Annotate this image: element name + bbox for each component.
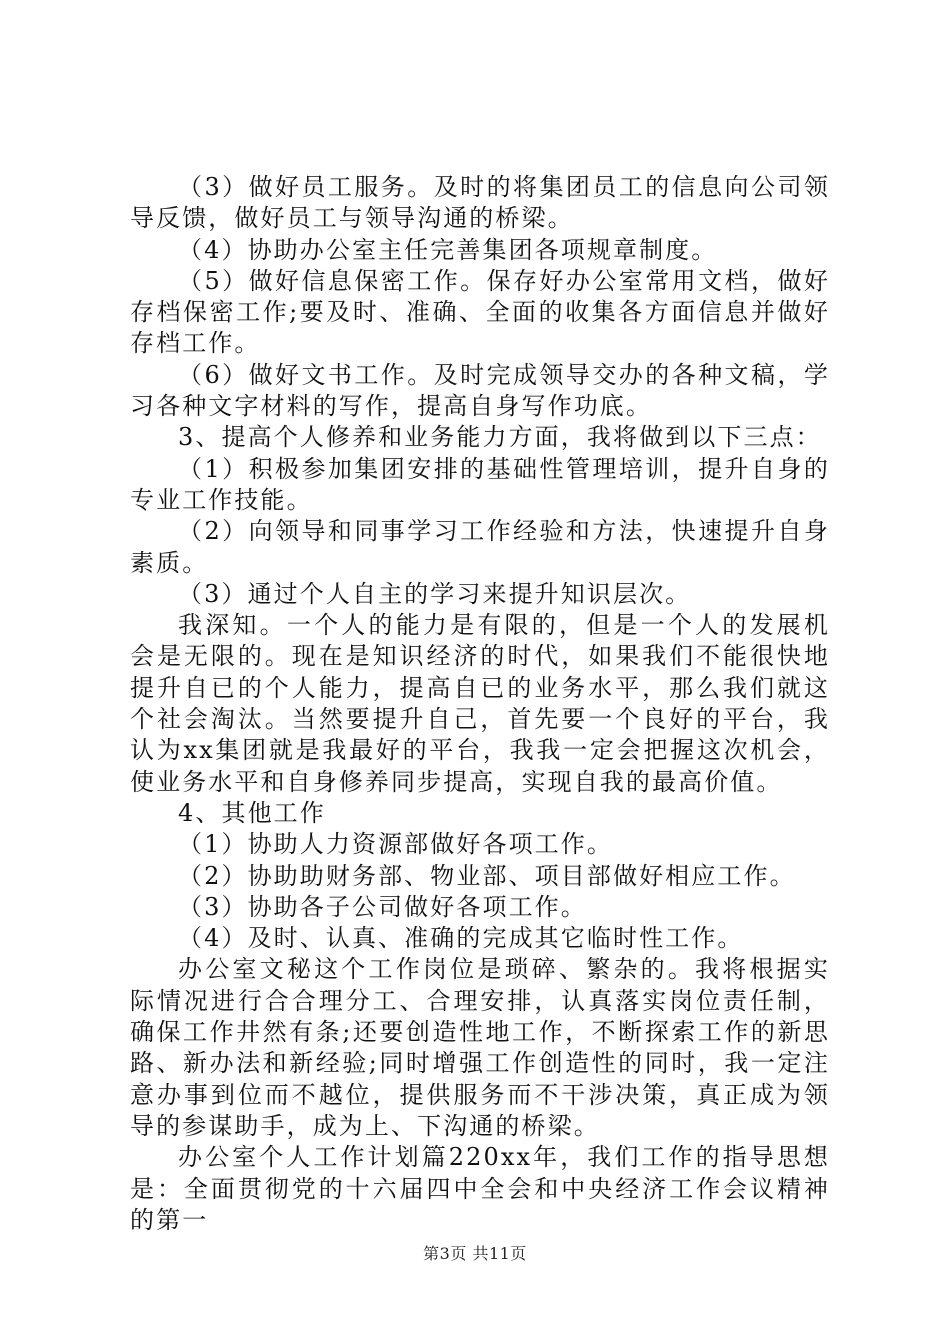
paragraph-position-summary: 办公室文秘这个工作岗位是琐碎、繁杂的。我将根据实际情况进行合合理分工、合理安排，认真落实岗位责任制，确保工作井然有条;还要创造性地工作，不断探索工作的新思路、新办法和新经验;同时增强工作创造性的同时，我一定注意办事到位而不越位，提供服务而不干涉决策，真正成为领导的参谋助手，成为上、下沟通的桥梁。 — [130, 955, 830, 1140]
paragraph-rules: （4）协助办公室主任完善集团各项规章制度。 — [178, 235, 718, 264]
paragraph-hr-support: （1）协助人力资源部做好各项工作。 — [178, 830, 613, 859]
paragraph-confidentiality: （5）做好信息保密工作。保存好办公室常用文档，做好存档保密工作;要及时、准确、全面的收集各方面信息并做好存档工作。 — [130, 266, 830, 358]
paragraph-reflection: 我深知。一个人的能力是有限的，但是一个人的发展机会是无限的。现在是知识经济的时代，如果我们不能很快地提升自已的个人能力，提高自已的业务水平，那么我们就这个社会淘汰。当然要提升自己，首先要一个良好的平台，我认为xx集团就是我最好的平台，我我一定会把握这次机会，使业务水平和自身修养同步提高，实现自我的最高价值。 — [130, 611, 830, 796]
document-body — [130, 172, 830, 1236]
paragraph-learn-from-colleagues: （2）向领导和同事学习工作经验和方法，快速提升自身素质。 — [130, 517, 830, 577]
paragraph-finance-support: （2）协助助财务部、物业部、项目部做好相应工作。 — [178, 861, 796, 890]
paragraph-temporary-tasks: （4）及时、认真、准确的完成其它临时性工作。 — [178, 924, 744, 953]
paragraph-plan-intro: 办公室个人工作计划篇220xx年，我们工作的指导思想是：全面贯彻党的十六届四中全会和中央经济工作会议精神的第一 — [130, 1143, 830, 1234]
paragraph-subsidiary-support: （3）协助各子公司做好各项工作。 — [178, 892, 587, 921]
paragraph-self-study: （3）通过个人自主的学习来提升知识层次。 — [178, 579, 692, 608]
paragraph-staff-service: （3）做好员工服务。及时的将集团员工的信息向公司领导反馈，做好员工与领导沟通的桥梁。 — [130, 173, 830, 233]
section-heading-self-improvement: 3、提高个人修养和业务能力方面，我将做到以下三点： — [178, 423, 822, 452]
paragraph-clerical-work: （6）做好文书工作。及时完成领导交办的各种文稿，学习各种文字材料的写作，提高自身写作功底。 — [130, 360, 830, 421]
page-number-footer: 第3页 共11页 — [423, 1244, 527, 1263]
paragraph-training: （1）积极参加集团安排的基础性管理培训，提升自身的专业工作技能。 — [130, 454, 830, 514]
section-heading-other-work: 4、其他工作 — [178, 798, 326, 827]
